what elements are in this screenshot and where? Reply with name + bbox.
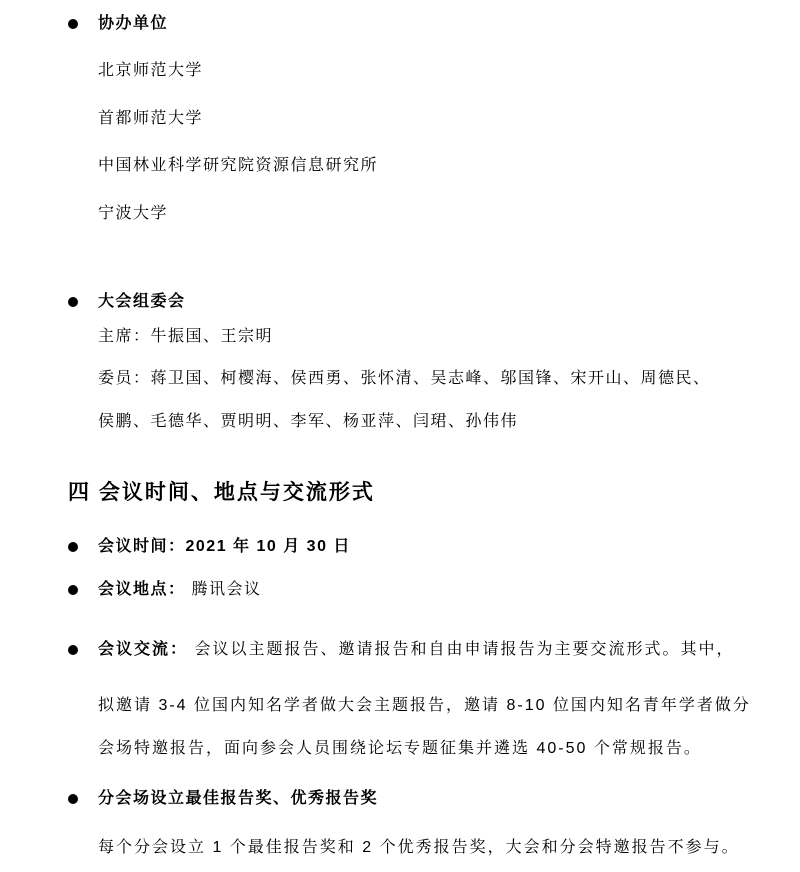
co-organizer-item: 宁波大学 <box>98 205 169 222</box>
bullet-icon <box>68 794 78 804</box>
meeting-place-item <box>68 581 261 599</box>
exchange-item <box>68 641 734 659</box>
committee-members-line-1: 委员：蒋卫国、柯樱海、侯西勇、张怀清、吴志峰、邬国锋、宋开山、周德民、 <box>98 370 711 387</box>
committee-heading-label: 大会组委会 <box>98 293 186 310</box>
co-organizer-item: 北京师范大学 <box>98 62 204 79</box>
bullet-icon <box>68 645 78 655</box>
committee-heading <box>68 293 186 311</box>
exchange-line-1: 会议以主题报告、邀请报告和自由申请报告为主要交流形式。其中， <box>194 641 735 658</box>
bullet-icon <box>68 19 78 29</box>
committee-members-line-2: 侯鹏、毛德华、贾明明、李军、杨亚萍、闫珺、孙伟伟 <box>98 413 519 430</box>
awards-heading <box>68 790 378 808</box>
awards-body: 每个分会设立 1 个最佳报告奖和 2 个优秀报告奖，大会和分会特邀报告不参与。 <box>98 839 740 856</box>
awards-heading-label: 分会场设立最佳报告奖、优秀报告奖 <box>98 790 379 807</box>
bullet-icon <box>68 585 78 595</box>
exchange-label: 会议交流： <box>98 641 189 658</box>
co-organizers-heading <box>68 15 168 33</box>
co-organizers-heading-label: 协办单位 <box>98 15 169 32</box>
meeting-place-label: 会议地点： <box>98 581 186 598</box>
exchange-line-2: 拟邀请 3-4 位国内知名学者做大会主题报告，邀请 8-10 位国内知名青年学者做分 <box>98 697 751 714</box>
bullet-icon <box>68 297 78 307</box>
meeting-place-value: 腾讯会议 <box>191 581 262 598</box>
co-organizer-item: 首都师范大学 <box>98 110 204 127</box>
meeting-time-text: 会议时间：2021 年 10 月 30 日 <box>98 538 351 555</box>
committee-chair-line: 主席：牛振国、王宗明 <box>98 328 274 345</box>
co-organizer-item: 中国林业科学研究院资源信息研究所 <box>98 157 379 174</box>
meeting-time-item <box>68 538 351 556</box>
exchange-line-3: 会场特邀报告，面向参会人员围绕论坛专题征集并遴选 40-50 个常规报告。 <box>98 740 702 757</box>
section-four-heading: 四 会议时间、地点与交流形式 <box>68 481 375 504</box>
bullet-icon <box>68 542 78 552</box>
